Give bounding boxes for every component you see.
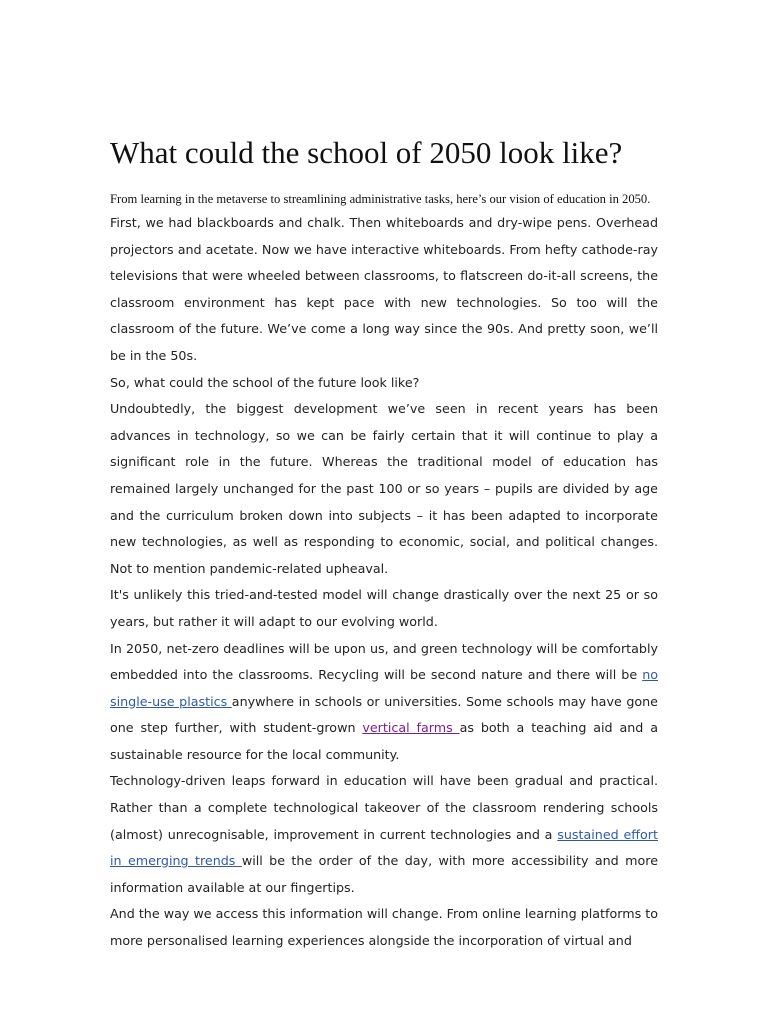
- paragraph-5: [110, 636, 658, 769]
- document-page: [110, 120, 658, 955]
- paragraph-5-text-c: as both a teaching aid and a sustainable resource for the local community.: [110, 720, 658, 762]
- paragraph-4: It's unlikely this tried-and-tested model will change drastically over the next 25 or so years, but rather it will adapt to our evolving world.: [110, 587, 658, 629]
- paragraph-6-text-a: Technology-driven leaps forward in education will have been gradual and practical. Rather than a complete technological takeover of the classroom rendering schools (almost) unrecognisable, improvement in current technologies and a: [110, 773, 658, 842]
- paragraph-6-text-b: will be the order of the day, with more accessibility and more information available at our fingertips.: [110, 853, 658, 895]
- paragraph-7: And the way we access this information will change. From online learning platforms to more personalised learning experiences alongside the incorporation of virtual and: [110, 906, 658, 949]
- paragraph-6: [110, 768, 658, 901]
- paragraph-5-text-b: anywhere in schools or universities. Some schools may have gone one step further, with student-grown: [110, 693, 658, 736]
- paragraph-1: First, we had blackboards and chalk. Then whiteboards and dry-wipe pens. Overhead projectors and acetate. Now we have interactive whiteboards. From hefty cathode-ray televisions that were wheeled between classrooms, to flatscreen do-it-all screens, the classroom environment has kept pace with new technologies. So too will the classroom of the future. We’ve come a long way since the 90s. And pretty soon, we’ll be in the 50s.: [110, 215, 658, 363]
- article-title: What could the school of 2050 look like?: [110, 135, 623, 170]
- paragraph-2: So, what could the school of the future look like?: [110, 374, 420, 390]
- no-single-use-plastics-link[interactable]: no single-use plastics: [110, 667, 658, 709]
- vertical-farms-link[interactable]: vertical farms: [362, 720, 460, 736]
- article-subtitle: From learning in the metaverse to streamlining administrative tasks, here’s our vision of education in 2050.: [110, 192, 651, 206]
- emerging-trends-link[interactable]: sustained effort in emerging trends: [110, 826, 658, 869]
- paragraph-3: Undoubtedly, the biggest development we’ve seen in recent years has been advances in technology, so we can be fairly certain that it will continue to play a significant role in the future. Whereas the traditional model of education has remained largely unchanged for the past 100 or so years – pupils are divided by age and the curriculum broken down into subjects – it has been adapted to incorporate new technologies, as well as responding to economic, social, and political changes. Not to mention pandemic-related upheaval.: [110, 401, 658, 576]
- paragraph-5-text-a: In 2050, net-zero deadlines will be upon us, and green technology will be comfortably embedded into the classrooms. Recycling will be second nature and there will be: [110, 640, 658, 683]
